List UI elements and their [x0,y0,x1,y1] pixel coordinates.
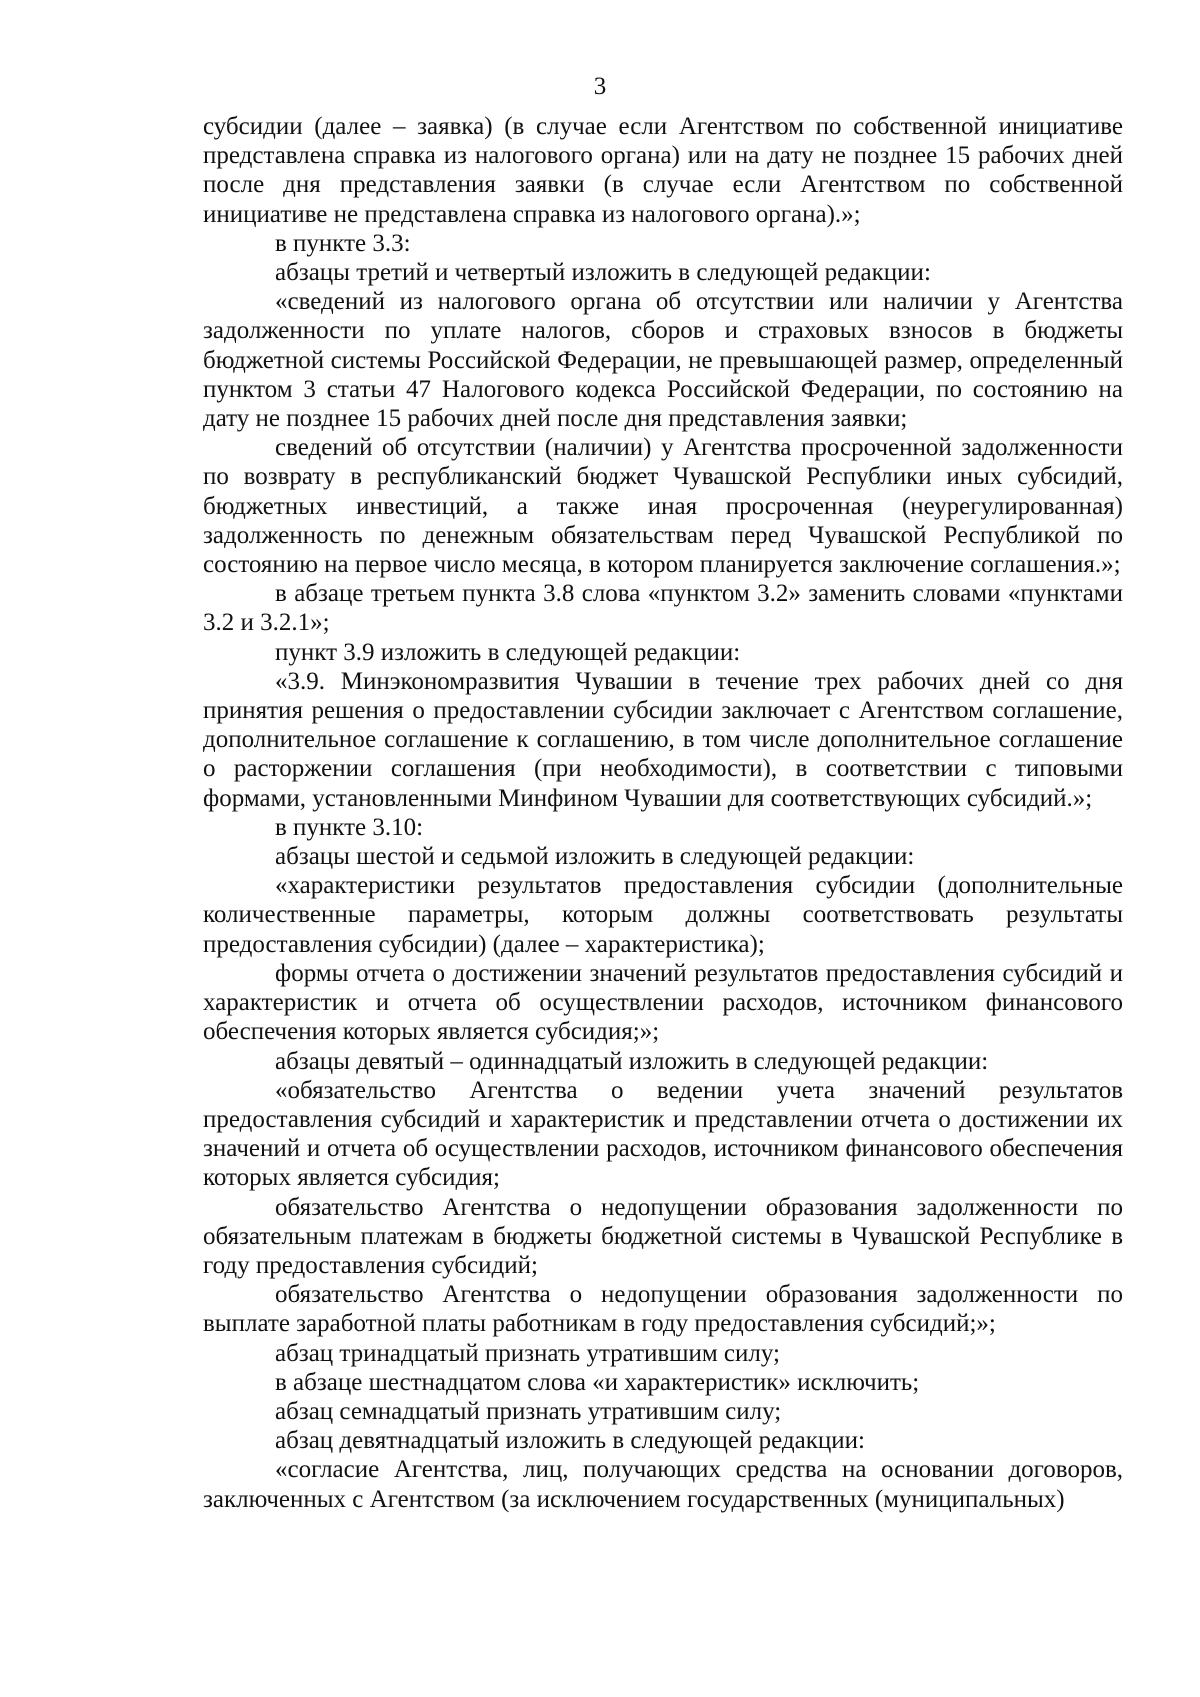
page-number: 3 [593,73,607,100]
paragraph: «3.9. Минэкономразвития Чувашии в течение трех рабочих дней со дня принятия решения о предоставлении субсидии заключает с Агентством соглашение, дополнительное соглашение к соглашению, в том числе дополнительное соглашение о расторжении соглашения (при необходимости), в соответствии с типовыми формами, установленными Минфином Чувашии для соответствующих субсидий.»; [203,667,1123,812]
paragraph-continuation: субсидии (далее – заявка) (в случае если Агентством по собственной инициативе представлена справка из налогового органа) или на дату не позднее 15 рабочих дней после дня представления заявки (в случае если Агентством по собственной инициативе не представлена справка из налогового органа).»; [203,113,1123,228]
paragraph: абзацы шестой и седьмой изложить в следующей редакции: [275,843,915,871]
paragraph: сведений об отсутствии (наличии) у Агентства просроченной задолженности по возврату в республиканский бюджет Чувашской Республики иных субсидий, бюджетных инвестиций, а также иная просроченная (неурегулированная) задолженность по денежным обязательствам перед Чувашской Республикой по состоянию на первое число месяца, в котором планируется заключение соглашения.»; [203,434,1123,579]
paragraph: в абзаце третьем пункта 3.8 слова «пунктом 3.2» заменить словами «пунктами 3.2 и 3.2.1»; [203,580,1123,637]
paragraph: обязательство Агентства о недопущении образования задолженности по выплате заработной платы работникам в году предоставления субсидий;»; [203,1281,1123,1338]
paragraph: «обязательство Агентства о ведении учета значений результатов предоставления субсидий и характеристик и представлении отчета о достижении их значений и отчета об осуществлении расходов, источником финансового обеспечения которых является субсидия; [203,1076,1123,1192]
paragraph: абзацы третий и четвертый изложить в следующей редакции: [275,259,931,287]
paragraph: абзац семнадцатый признать утратившим силу; [275,1397,782,1425]
paragraph: в абзаце шестнадцатом слова «и характеристик» исключить; [275,1368,920,1396]
paragraph: абзацы девятый – одиннадцатый изложить в следующей редакции: [275,1047,989,1075]
paragraph: пункт 3.9 изложить в следующей редакции: [275,638,741,666]
paragraph: «согласие Агентства, лиц, получающих средства на основании договоров, заключенных с Агентством (за исключением государственных (муниципальных) [203,1456,1123,1513]
paragraph: абзац тринадцатый признать утратившим силу; [275,1339,780,1367]
paragraph: в пункте 3.10: [275,813,424,841]
paragraph: абзац девятнадцатый изложить в следующей редакции: [275,1427,865,1455]
paragraph: «характеристики результатов предоставления субсидии (дополнительные количественные параметры, которым должны соответствовать результаты предоставления субсидии) (далее – характеристика); [203,872,1123,958]
paragraph: «сведений из налогового органа об отсутствии или наличии у Агентства задолженности по уплате налогов, сборов и страховых взносов в бюджеты бюджетной системы Российской Федерации, не превышающей размер, определенный пунктом 3 статьи 47 Налогового кодекса Российской Федерации, по состоянию на дату не позднее 15 рабочих дней после дня представления заявки; [203,288,1123,433]
paragraph: в пункте 3.3: [275,229,411,257]
paragraph: обязательство Агентства о недопущении образования задолженности по обязательным платежам в бюджеты бюджетной системы в Чувашской Республике в году предоставления субсидий; [203,1193,1123,1279]
document-body [203,112,1123,1514]
paragraph: формы отчета о достижении значений результатов предоставления субсидий и характеристик и отчета об осуществлении расходов, источником финансового обеспечения которых является субсидия;»; [203,959,1123,1046]
